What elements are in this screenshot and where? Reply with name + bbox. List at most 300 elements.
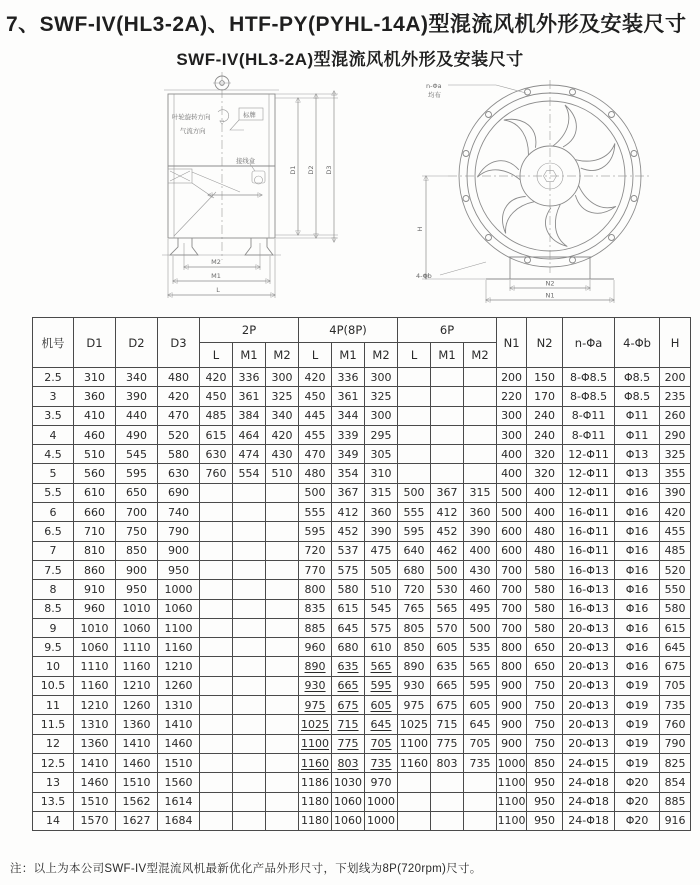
table-row [33,580,691,599]
table-cell: 675 [660,657,691,676]
table-cell: 1000 [365,811,398,830]
table-cell: 325 [660,445,691,464]
table-cell: 1030 [332,773,365,792]
table-cell [233,657,266,676]
table-cell: Φ16 [615,560,660,579]
table-cell: 700 [116,503,158,522]
table-cell: 8-Φ8.5 [563,368,615,387]
table-cell: 537 [332,541,365,560]
table-header [33,318,691,368]
table-cell: 320 [527,445,563,464]
table-cell: 700 [497,580,527,599]
table-cell: 800 [299,580,332,599]
table-cell: Φ19 [615,676,660,695]
table-cell [398,368,431,387]
table-cell: 600 [497,522,527,541]
table-cell: 510 [74,445,116,464]
table-cell [431,773,464,792]
table-cell: 150 [527,368,563,387]
table-cell [266,483,299,502]
table-cell: 20-Φ13 [563,676,615,695]
table-cell: 500 [299,483,332,502]
table-cell: 7.5 [33,560,74,579]
table-cell: 480 [527,522,563,541]
table-cell: 360 [74,387,116,406]
table-cell: 900 [116,560,158,579]
table-cell: 475 [365,541,398,560]
table-cell: 485 [200,406,233,425]
table-cell: 300 [497,425,527,444]
table-cell: 735 [464,753,497,772]
table-cell: 500 [497,503,527,522]
table-row [33,638,691,657]
table-row [33,368,691,387]
table-cell: 580 [527,580,563,599]
table-cell [233,753,266,772]
table-cell: 470 [299,445,332,464]
table-cell: 16-Φ11 [563,541,615,560]
table-cell [398,792,431,811]
table-cell: 410 [74,406,116,425]
table-cell: 315 [365,483,398,502]
table-cell: 595 [116,464,158,483]
junction-box-label: 接线盒 [236,157,256,165]
table-cell [266,618,299,637]
table-cell: 665 [431,676,464,695]
table-cell [431,387,464,406]
table-cell: 8-Φ8.5 [563,387,615,406]
table-cell: 825 [660,753,691,772]
table-cell: 580 [527,599,563,618]
table-cell: 660 [74,503,116,522]
table-cell [200,715,233,734]
header-d1: D1 [74,318,116,368]
table-row [33,753,691,772]
header-n2: N2 [527,318,563,368]
table-cell: 610 [365,638,398,657]
table-cell [233,580,266,599]
table-cell: 715 [332,715,365,734]
table-cell [266,599,299,618]
table-cell: 555 [398,503,431,522]
table-cell: 900 [158,541,200,560]
table-cell: 1310 [74,715,116,734]
table-cell: 1410 [158,715,200,734]
table-cell: 1210 [74,696,116,715]
table-cell: 1100 [497,792,527,811]
table-cell: Φ19 [615,696,660,715]
holes-note: 均布 [428,91,441,99]
table-cell: 16-Φ13 [563,599,615,618]
table-cell: 710 [74,522,116,541]
table-cell: 4 [33,425,74,444]
table-cell: Φ19 [615,734,660,753]
table-cell: 800 [497,638,527,657]
table-cell: 680 [398,560,431,579]
table-cell [233,792,266,811]
table-cell: 890 [299,657,332,676]
subheader-m1: M1 [332,343,365,368]
table-cell: 645 [464,715,497,734]
table-cell [233,541,266,560]
table-cell: 200 [660,368,691,387]
table-cell: 740 [158,503,200,522]
table-cell: 805 [398,618,431,637]
table-cell: Φ19 [615,753,660,772]
table-cell: 835 [299,599,332,618]
table-cell: 20-Φ13 [563,657,615,676]
table-cell: 645 [660,638,691,657]
table-cell [200,657,233,676]
table-cell: 470 [158,406,200,425]
table-cell: 650 [527,638,563,657]
table-cell [233,773,266,792]
table-cell: 20-Φ13 [563,638,615,657]
table-cell: 760 [200,464,233,483]
table-cell [464,445,497,464]
table-row [33,406,691,425]
table-cell: 960 [74,599,116,618]
table-cell [266,811,299,830]
table-cell: 1210 [116,676,158,695]
table-cell: Φ16 [615,657,660,676]
table-cell: 675 [431,696,464,715]
table-cell: 8.5 [33,599,74,618]
table-cell: 630 [200,445,233,464]
table-cell: 1510 [116,773,158,792]
table-cell: 1410 [116,734,158,753]
table-cell: 615 [660,618,691,637]
table-cell [200,753,233,772]
table-cell: 10.5 [33,676,74,695]
table-cell: 300 [365,406,398,425]
table-cell: 305 [365,445,398,464]
table-row [33,676,691,695]
table-cell: 9.5 [33,638,74,657]
table-cell: 480 [299,464,332,483]
table-cell: 535 [464,638,497,657]
table-cell: 13.5 [33,792,74,811]
table-row [33,696,691,715]
table-cell: Φ20 [615,792,660,811]
page-title: 7、SWF-IV(HL3-2A)、HTF-PY(PYHL-14A)型混流风机外形及安装尺寸 [6,13,687,36]
table-row [33,734,691,753]
table-cell: 390 [116,387,158,406]
table-cell: 765 [398,599,431,618]
table-cell [431,445,464,464]
table-cell: 580 [660,599,691,618]
table-cell: 340 [266,406,299,425]
table-row [33,715,691,734]
table-cell: 570 [431,618,464,637]
table-cell [200,599,233,618]
table-cell: 700 [497,618,527,637]
table-cell: 420 [158,387,200,406]
table-cell: 520 [158,425,200,444]
nameplate-label: 标牌 [243,111,256,119]
table-cell: 412 [431,503,464,522]
table-cell [266,541,299,560]
table-cell: 420 [200,368,233,387]
table-cell: 455 [660,522,691,541]
table-cell: 336 [332,368,365,387]
table-cell: 565 [365,657,398,676]
table-cell: Φ19 [615,715,660,734]
table-cell [200,696,233,715]
table-cell: 24-Φ18 [563,811,615,830]
table-cell: 1100 [158,618,200,637]
dim-m1: M1 [211,272,221,280]
table-cell: 325 [266,387,299,406]
table-cell: 8-Φ11 [563,406,615,425]
table-cell: 930 [398,676,431,695]
table-cell: 705 [365,734,398,753]
table-cell [233,676,266,695]
table-cell: 360 [464,503,497,522]
subheader-m2: M2 [365,343,398,368]
table-cell: 505 [365,560,398,579]
table-cell: 615 [332,599,365,618]
table-cell: 640 [398,541,431,560]
table-cell: 430 [266,445,299,464]
table-cell: 1260 [158,676,200,695]
table-cell [266,696,299,715]
table-cell: 565 [464,657,497,676]
table-cell [233,483,266,502]
table-cell: 200 [497,368,527,387]
table-cell: 1010 [74,618,116,637]
table-cell [266,734,299,753]
table-cell: 545 [116,445,158,464]
table-cell [266,638,299,657]
table-cell [431,792,464,811]
table-cell [464,811,497,830]
table-cell: 790 [660,734,691,753]
table-cell: 1160 [116,657,158,676]
subheader-l: L [398,343,431,368]
table-cell: Φ16 [615,522,660,541]
table-cell: 240 [527,406,563,425]
table-cell: 6 [33,503,74,522]
table-cell: 560 [74,464,116,483]
table-cell: 24-Φ15 [563,753,615,772]
table-cell [431,811,464,830]
table-cell: 464 [233,425,266,444]
table-cell: 545 [365,599,398,618]
table-cell [398,811,431,830]
table-cell: 354 [332,464,365,483]
table-cell: Φ11 [615,406,660,425]
table-cell: 555 [299,503,332,522]
rotation-direction-label: 叶轮旋转方向 [172,113,211,121]
table-cell [266,773,299,792]
table-row [33,811,691,830]
table-cell: Φ13 [615,445,660,464]
table-cell: 361 [233,387,266,406]
table-cell: 16-Φ11 [563,522,615,541]
table-cell: 400 [497,464,527,483]
table-cell: 10 [33,657,74,676]
table-cell: 500 [464,618,497,637]
table-cell: 400 [527,483,563,502]
table-cell: 430 [464,560,497,579]
table-cell: 400 [527,503,563,522]
table-cell [200,811,233,830]
table-cell: 320 [527,464,563,483]
table-cell: 950 [527,811,563,830]
table-cell: 5 [33,464,74,483]
table-cell: 705 [464,734,497,753]
table-cell [266,753,299,772]
table-cell: 595 [365,676,398,695]
table-cell: 11 [33,696,74,715]
table-cell: 1360 [116,715,158,734]
subheader-m1: M1 [431,343,464,368]
table-cell [233,599,266,618]
table-cell: 1160 [299,753,332,772]
table-cell [200,503,233,522]
table-cell: 24-Φ18 [563,792,615,811]
header-group-6p: 6P [398,318,497,343]
table-cell: 7 [33,541,74,560]
table-cell: 575 [365,618,398,637]
table-cell: 495 [464,599,497,618]
table-cell: 735 [660,696,691,715]
table-cell: 900 [497,734,527,753]
table-cell: 474 [233,445,266,464]
table-cell: 1000 [365,792,398,811]
table-cell: 1310 [158,696,200,715]
table-cell: 8 [33,580,74,599]
table-cell: 1186 [299,773,332,792]
table-cell: 3 [33,387,74,406]
table-cell: 170 [527,387,563,406]
table-cell: 12-Φ11 [563,445,615,464]
table-cell: 1210 [158,657,200,676]
table-cell: 1000 [497,753,527,772]
table-cell: 339 [332,425,365,444]
dim-d2: D2 [307,165,315,175]
table-row [33,599,691,618]
table-cell: Φ11 [615,425,660,444]
table-cell: 790 [158,522,200,541]
subheader-l: L [200,343,233,368]
table-cell: 400 [464,541,497,560]
table-row [33,618,691,637]
table-cell: 9 [33,618,74,637]
dim-d1: D1 [289,165,297,175]
table-cell: 490 [116,425,158,444]
table-cell: 580 [527,560,563,579]
table-cell: 14 [33,811,74,830]
table-cell: 650 [116,483,158,502]
table-cell [464,773,497,792]
table-row [33,483,691,502]
table-cell: 295 [365,425,398,444]
table-cell [200,734,233,753]
table-cell [200,560,233,579]
table-cell: 6.5 [33,522,74,541]
header-d3: D3 [158,318,200,368]
table-cell [233,696,266,715]
table-cell: 916 [660,811,691,830]
table-cell: 700 [497,599,527,618]
table-cell [266,715,299,734]
table-cell: 220 [497,387,527,406]
table-row [33,560,691,579]
table-cell: 240 [527,425,563,444]
table-cell [266,676,299,695]
header-group-4p8p: 4P(8P) [299,318,398,343]
table-cell [200,618,233,637]
table-cell: 1160 [74,676,116,695]
page-subtitle: SWF-IV(HL3-2A)型混流风机外形及安装尺寸 [176,50,524,69]
table-cell: 705 [660,676,691,695]
table-cell: 975 [398,696,431,715]
table-cell [200,541,233,560]
table-cell: 775 [431,734,464,753]
table-cell: 445 [299,406,332,425]
table-cell: 1562 [116,792,158,811]
table-cell: 575 [332,560,365,579]
table-cell [233,522,266,541]
table-cell: 750 [527,676,563,695]
bottom-dimensions [168,239,275,298]
table-cell [233,811,266,830]
table-cell: 1025 [299,715,332,734]
table-cell: 384 [233,406,266,425]
table-cell: Φ16 [615,483,660,502]
table-cell: 300 [365,368,398,387]
table-cell: 260 [660,406,691,425]
table-row [33,425,691,444]
header-n1: N1 [497,318,527,368]
bolt-callout [416,262,486,280]
table-cell: 860 [74,560,116,579]
table-row [33,541,691,560]
table-cell: 1060 [158,599,200,618]
table-cell: 12.5 [33,753,74,772]
table-cell: 1410 [74,753,116,772]
table-cell: 530 [431,580,464,599]
table-cell: 595 [299,522,332,541]
table-cell [233,638,266,657]
table-cell: 1100 [398,734,431,753]
table-cell [200,638,233,657]
table-cell [431,425,464,444]
table-cell: 960 [299,638,332,657]
table-cell: 367 [332,483,365,502]
table-cell: 615 [200,425,233,444]
table-cell: 554 [233,464,266,483]
table-cell: 580 [527,618,563,637]
table-cell: Φ16 [615,618,660,637]
table-cell: 4.5 [33,445,74,464]
table-cell: 850 [116,541,158,560]
subheader-m2: M2 [266,343,299,368]
table-cell: Φ13 [615,464,660,483]
table-cell [266,503,299,522]
table-row [33,657,691,676]
table-cell: 462 [431,541,464,560]
table-cell: 850 [527,753,563,772]
table-cell: 610 [74,483,116,502]
table-cell: 520 [660,560,691,579]
table-cell: 452 [431,522,464,541]
table-cell [233,618,266,637]
table-cell: 630 [158,464,200,483]
dim-n1: N1 [545,291,555,300]
